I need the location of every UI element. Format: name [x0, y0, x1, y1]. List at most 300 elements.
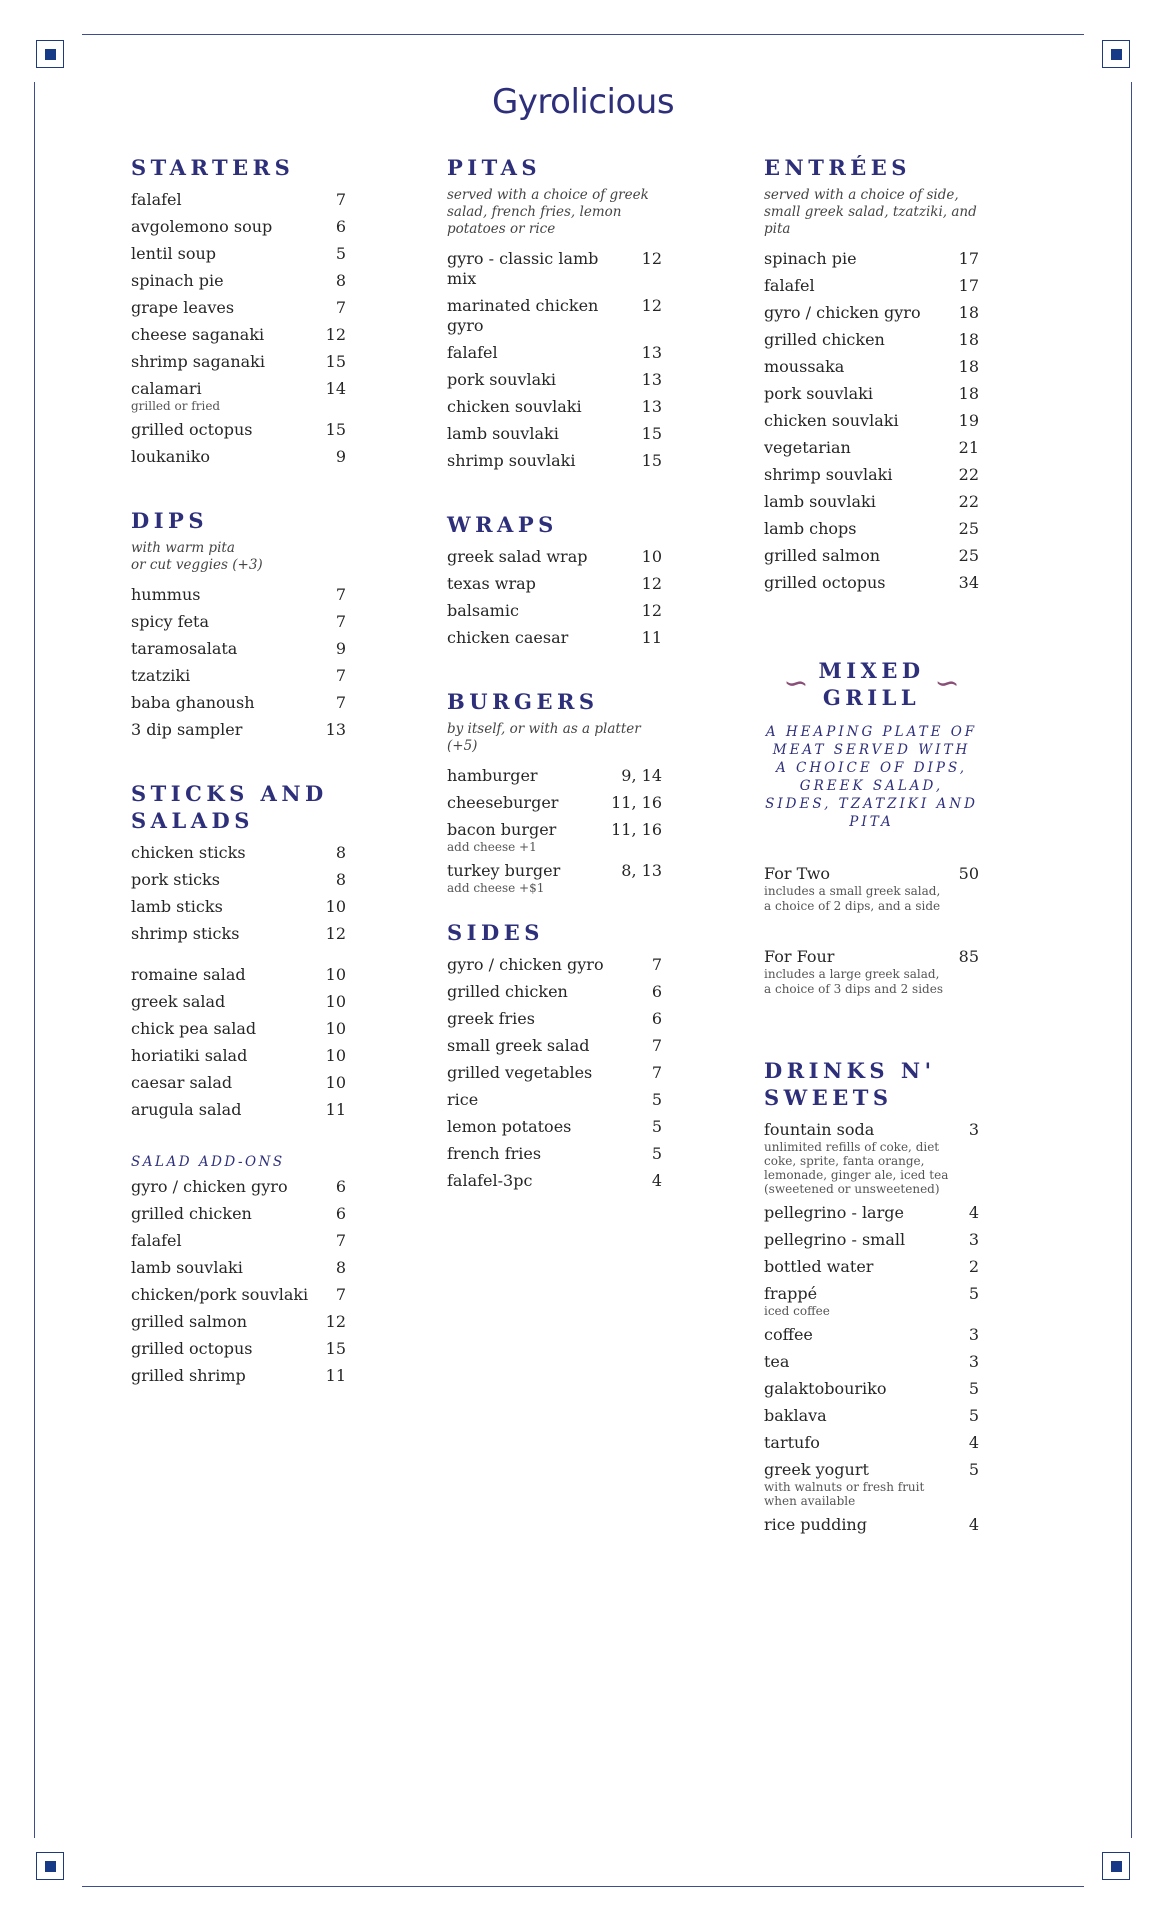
menu-item	[764, 381, 979, 408]
menu-item-price: 7	[335, 693, 346, 712]
frame-right-line	[1131, 82, 1132, 1838]
menu-item-name	[447, 1144, 652, 1164]
menu-item-label: coffee	[764, 1325, 813, 1344]
menu-item-label: lamb sticks	[131, 897, 223, 916]
menu-item	[447, 246, 662, 293]
starters-list	[131, 187, 346, 471]
menu-item-label: chick pea salad	[131, 1019, 257, 1038]
menu-item-label: pork souvlaki	[764, 384, 873, 403]
menu-item	[764, 1376, 979, 1403]
menu-item	[764, 1227, 979, 1254]
menu-item-price: 25	[958, 519, 979, 538]
menu-item-label: vegetarian	[764, 438, 851, 457]
menu-item-note: add cheese +1	[447, 840, 537, 854]
menu-item-name	[131, 693, 336, 713]
menu-item-name	[131, 379, 326, 413]
menu-item-price: 18	[958, 384, 979, 403]
menu-item	[764, 327, 979, 354]
menu-item	[764, 1349, 979, 1376]
menu-item-label: spinach pie	[131, 271, 224, 290]
menu-item-label: grilled shrimp	[131, 1366, 246, 1385]
menu-item-label: greek salad	[131, 992, 226, 1011]
menu-item	[764, 462, 979, 489]
menu-item-label: chicken sticks	[131, 843, 246, 862]
menu-item	[447, 952, 662, 979]
menu-item-price: 7	[335, 298, 346, 317]
menu-item-name	[131, 325, 326, 345]
menu-item-price: 4	[968, 1203, 979, 1222]
menu-item-name	[447, 574, 642, 594]
menu-item-price: 12	[325, 1312, 346, 1331]
menu-item	[764, 1117, 979, 1200]
menu-item	[131, 349, 346, 376]
dips-list	[131, 582, 346, 744]
menu-item-name	[131, 1312, 326, 1332]
menu-item-name	[131, 1100, 326, 1120]
menu-item	[447, 1087, 662, 1114]
menu-item-label: chicken/pork souvlaki	[131, 1285, 309, 1304]
menu-item-note: iced coffee	[764, 1304, 830, 1318]
menu-item-label: shrimp souvlaki	[764, 465, 893, 484]
menu-item-label: fountain soda	[764, 1120, 875, 1139]
menu-item	[447, 293, 662, 340]
menu-item-name	[764, 1203, 969, 1223]
menu-item-price: 6	[651, 982, 662, 1001]
menu-item-price: 85	[958, 947, 979, 966]
menu-item	[131, 867, 346, 894]
menu-item-name	[764, 546, 959, 566]
menu-item-label: bacon burger	[447, 820, 557, 839]
menu-item-price: 10	[325, 1019, 346, 1038]
menu-item	[764, 246, 979, 273]
menu-item	[764, 570, 979, 597]
entrees-note: served with a choice of side, small greek salad, tzatziki, and pita	[764, 187, 977, 237]
menu-item	[131, 609, 346, 636]
menu-item-label: lamb chops	[764, 519, 857, 538]
menu-item-name	[131, 924, 326, 944]
menu-item	[764, 1457, 979, 1512]
menu-item	[764, 944, 979, 1001]
menu-item-name	[131, 447, 336, 467]
menu-item-name	[131, 843, 336, 863]
menu-item	[131, 417, 346, 444]
menu-item	[447, 340, 662, 367]
menu-item-price: 8	[335, 1258, 346, 1277]
menu-item-name	[131, 1019, 326, 1039]
menu-item-label: calamari	[131, 379, 202, 398]
menu-item	[131, 268, 346, 295]
menu-item-name	[447, 1090, 652, 1110]
menu-item-price: 12	[641, 249, 662, 268]
menu-item-name	[447, 601, 642, 621]
menu-item-label: lamb souvlaki	[764, 492, 876, 511]
menu-item-label: frappé	[764, 1284, 818, 1303]
menu-item-price: 5	[651, 1144, 662, 1163]
menu-item-price: 4	[651, 1171, 662, 1190]
menu-item-name	[131, 870, 336, 890]
menu-item	[447, 763, 662, 790]
menu-item-label: falafel-3pc	[447, 1171, 533, 1190]
menu-item-label: falafel	[131, 190, 182, 209]
menu-item-name	[764, 438, 959, 458]
menu-item	[131, 1228, 346, 1255]
menu-item	[764, 1512, 979, 1539]
frame-bottom-line	[82, 1886, 1084, 1887]
menu-item-label: loukaniko	[131, 447, 211, 466]
menu-item-price: 7	[335, 190, 346, 209]
menu-item-name	[131, 585, 336, 605]
menu-item-price: 5	[335, 244, 346, 263]
menu-item-label: greek yogurt	[764, 1460, 869, 1479]
menu-item-label: bottled water	[764, 1257, 874, 1276]
menu-item	[447, 790, 662, 817]
menu-item-price: 25	[958, 546, 979, 565]
menu-item-price: 10	[325, 1073, 346, 1092]
menu-item-price: 8	[335, 843, 346, 862]
menu-item-price: 8, 13	[621, 861, 662, 880]
menu-item	[131, 1336, 346, 1363]
menu-item-label: grilled octopus	[131, 1339, 253, 1358]
menu-item-label: grilled salmon	[764, 546, 881, 565]
menu-item-price: 3	[968, 1352, 979, 1371]
menu-item	[131, 1255, 346, 1282]
menu-item-name	[764, 411, 959, 431]
menu-item-price: 6	[651, 1009, 662, 1028]
menu-item-label: lamb souvlaki	[447, 424, 559, 443]
menu-item-name	[131, 897, 326, 917]
menu-item-name	[131, 1073, 326, 1093]
menu-item	[131, 989, 346, 1016]
menu-item	[447, 394, 662, 421]
menu-item-price: 8	[335, 271, 346, 290]
wraps-list	[447, 544, 662, 652]
menu-item-name	[764, 1515, 969, 1535]
menu-item-name	[764, 330, 959, 350]
menu-item-name	[764, 864, 959, 914]
restaurant-name: Gyrolicious	[491, 82, 675, 122]
menu-item-name	[764, 1352, 969, 1372]
sticks-list	[131, 840, 346, 948]
menu-item-name	[447, 820, 611, 854]
menu-item-name	[131, 720, 326, 740]
entrees-list	[764, 246, 979, 597]
menu-item-price: 15	[325, 1339, 346, 1358]
menu-item-label: greek fries	[447, 1009, 535, 1028]
menu-item-name	[131, 1177, 336, 1197]
menu-item-name	[764, 492, 959, 512]
menu-item-price: 11, 16	[611, 820, 662, 839]
menu-item-label: rice pudding	[764, 1515, 867, 1534]
menu-item-price: 2	[968, 1257, 979, 1276]
menu-item-price: 7	[335, 666, 346, 685]
menu-column-2	[447, 154, 662, 1195]
menu-item-price: 5	[968, 1406, 979, 1425]
menu-item-label: pork souvlaki	[447, 370, 556, 389]
menu-item-price: 6	[335, 1177, 346, 1196]
menu-item-price: 17	[958, 249, 979, 268]
menu-item-label: galaktobouriko	[764, 1379, 887, 1398]
section-title-dips: DIPS	[131, 508, 208, 533]
menu-item-name	[447, 793, 611, 813]
menu-item	[131, 295, 346, 322]
menu-item	[447, 1114, 662, 1141]
burgers-note: by itself, or with as a platter (+5)	[447, 721, 641, 754]
menu-item-label: falafel	[131, 1231, 182, 1250]
mixed-grill-header	[764, 657, 979, 711]
salad-addons-list	[131, 1174, 346, 1390]
menu-item-price: 11	[325, 1100, 346, 1119]
menu-item-price: 12	[641, 601, 662, 620]
menu-item	[131, 582, 346, 609]
menu-item-price: 5	[651, 1090, 662, 1109]
mixed-grill-title-line2: GRILL	[822, 685, 921, 710]
section-title-starters: STARTERS	[131, 155, 295, 180]
menu-item-price: 5	[968, 1379, 979, 1398]
corner-ornament-bottom-right	[1102, 1852, 1130, 1880]
menu-item-price: 18	[958, 330, 979, 349]
menu-item-label: For Two	[764, 864, 831, 883]
menu-item-price: 14	[325, 379, 346, 398]
menu-item-label: tzatziki	[131, 666, 191, 685]
menu-item-label: lemon potatoes	[447, 1117, 572, 1136]
menu-item-price: 7	[335, 585, 346, 604]
menu-item-name	[764, 1120, 969, 1196]
drinks-sweets-list	[764, 1117, 979, 1539]
menu-item-price: 13	[325, 720, 346, 739]
menu-item-name	[447, 397, 642, 417]
menu-item-label: gyro / chicken gyro	[447, 955, 604, 974]
menu-item-label: grilled chicken	[447, 982, 568, 1001]
menu-item-label: lamb souvlaki	[131, 1258, 243, 1277]
menu-item-name	[447, 861, 621, 895]
menu-item-price: 8	[335, 870, 346, 889]
frame-top-line	[82, 34, 1084, 35]
menu-item-label: romaine salad	[131, 965, 246, 984]
menu-item-label: lentil soup	[131, 244, 217, 263]
menu-item-name	[131, 298, 336, 318]
menu-item-price: 11	[325, 1366, 346, 1385]
menu-item-price: 13	[641, 397, 662, 416]
menu-item-name	[131, 1339, 326, 1359]
section-title-entrees: ENTRÉES	[764, 155, 911, 180]
menu-column-3	[764, 154, 979, 1539]
menu-item	[447, 421, 662, 448]
menu-item-price: 9, 14	[621, 766, 662, 785]
menu-item-label: gyro / chicken gyro	[131, 1177, 288, 1196]
menu-item-name	[131, 965, 326, 985]
menu-item-name	[764, 1379, 969, 1399]
section-title-sides: SIDES	[447, 920, 544, 945]
menu-item-note: includes a small greek salad, a choice of 2 dips, and a side	[764, 884, 941, 913]
menu-item-label: turkey burger	[447, 861, 561, 880]
menu-item-label: avgolemono soup	[131, 217, 273, 236]
menu-item-name	[764, 1406, 969, 1426]
menu-item-name	[131, 217, 336, 237]
menu-item-label: For Four	[764, 947, 835, 966]
menu-item-name	[447, 1171, 652, 1191]
section-title-sticks-salads: STICKS AND SALADS	[131, 781, 328, 833]
menu-item	[764, 1254, 979, 1281]
menu-item-name	[131, 992, 326, 1012]
section-title-wraps: WRAPS	[447, 512, 558, 537]
menu-item-name	[131, 1204, 336, 1224]
menu-item-label: shrimp sticks	[131, 924, 240, 943]
menu-item	[447, 367, 662, 394]
menu-item-name	[764, 357, 959, 377]
menu-item-price: 15	[641, 451, 662, 470]
corner-ornament-top-right	[1102, 40, 1130, 68]
menu-item-label: texas wrap	[447, 574, 536, 593]
menu-item-price: 5	[968, 1284, 979, 1303]
menu-item	[764, 435, 979, 462]
menu-item-price: 3	[968, 1230, 979, 1249]
section-title-burgers: BURGERS	[447, 689, 599, 714]
menu-item	[131, 1363, 346, 1390]
menu-item-price: 10	[325, 965, 346, 984]
menu-item-name	[764, 1257, 969, 1277]
menu-item	[447, 448, 662, 475]
section-title-drinks-sweets: DRINKS N' SWEETS	[764, 1058, 936, 1110]
menu-item	[131, 663, 346, 690]
menu-item	[764, 516, 979, 543]
menu-item	[447, 571, 662, 598]
menu-item-label: caesar salad	[131, 1073, 233, 1092]
menu-item	[764, 1430, 979, 1457]
menu-item-name	[131, 639, 336, 659]
menu-item-label: grilled vegetables	[447, 1063, 593, 1082]
menu-item-price: 15	[641, 424, 662, 443]
menu-item	[764, 1403, 979, 1430]
menu-item-label: gyro - classic lamb mix	[447, 249, 599, 288]
frame-left-line	[34, 82, 35, 1838]
menu-item	[764, 1322, 979, 1349]
menu-item-price: 22	[958, 492, 979, 511]
menu-item-price: 13	[641, 370, 662, 389]
menu-item-name	[131, 420, 326, 440]
menu-item-price: 10	[641, 547, 662, 566]
menu-item-name	[764, 249, 959, 269]
menu-item-label: grilled chicken	[131, 1204, 252, 1223]
menu-item-name	[447, 1009, 652, 1029]
menu-item-price: 7	[335, 612, 346, 631]
menu-item-price: 18	[958, 357, 979, 376]
menu-item-price: 10	[325, 897, 346, 916]
corner-ornament-top-left	[36, 40, 64, 68]
section-title-mixed-grill	[818, 657, 924, 711]
menu-item-price: 21	[958, 438, 979, 457]
menu-item-price: 7	[335, 1231, 346, 1250]
menu-item	[131, 962, 346, 989]
menu-item-price: 10	[325, 1046, 346, 1065]
menu-item-label: spinach pie	[764, 249, 857, 268]
menu-item-name	[447, 370, 642, 390]
menu-item-label: grilled octopus	[764, 573, 886, 592]
menu-item-price: 12	[325, 924, 346, 943]
menu-item-price: 6	[335, 217, 346, 236]
menu-item	[131, 1070, 346, 1097]
menu-item-label: cheese saganaki	[131, 325, 265, 344]
menu-item-label: hamburger	[447, 766, 538, 785]
menu-item-price: 3	[968, 1120, 979, 1139]
menu-item-name	[447, 766, 621, 786]
menu-item-name	[447, 424, 642, 444]
menu-item-name	[447, 296, 642, 336]
menu-item-label: grilled salmon	[131, 1312, 248, 1331]
menu-item-price: 7	[651, 1063, 662, 1082]
menu-item-note: unlimited refills of coke, diet coke, sprite, fanta orange, lemonade, ginger ale, iced tea (sweetened or unsweetened)	[764, 1140, 949, 1196]
dips-note: with warm pita or cut veggies (+3)	[131, 540, 263, 573]
menu-item-label: tartufo	[764, 1433, 820, 1452]
menu-item	[764, 1200, 979, 1227]
menu-item	[447, 979, 662, 1006]
menu-item	[764, 1281, 979, 1322]
menu-item	[447, 1006, 662, 1033]
menu-item-name	[131, 190, 336, 210]
menu-item-name	[447, 1063, 652, 1083]
menu-column-1	[131, 154, 346, 1390]
menu-item-name	[764, 1460, 969, 1508]
menu-item-label: falafel	[764, 276, 815, 295]
menu-item	[447, 598, 662, 625]
section-title-pitas: PITAS	[447, 155, 542, 180]
menu-item-price: 4	[968, 1433, 979, 1452]
menu-item-name	[764, 303, 959, 323]
menu-item	[447, 858, 662, 899]
sides-list	[447, 952, 662, 1195]
menu-item-label: taramosalata	[131, 639, 238, 658]
menu-item-price: 9	[335, 447, 346, 466]
menu-item	[764, 408, 979, 435]
menu-item-price: 6	[335, 1204, 346, 1223]
menu-item	[131, 1174, 346, 1201]
menu-item-name	[447, 249, 642, 289]
menu-item-name	[447, 343, 642, 363]
salads-list	[131, 962, 346, 1124]
menu-item-price: 7	[335, 1285, 346, 1304]
menu-item-name	[131, 1285, 336, 1305]
menu-item-name	[764, 947, 959, 997]
burgers-list	[447, 763, 662, 899]
pitas-list	[447, 246, 662, 475]
menu-item-name	[131, 352, 326, 372]
menu-item	[131, 214, 346, 241]
menu-item-price: 10	[325, 992, 346, 1011]
menu-item-price: 12	[641, 296, 662, 315]
menu-item	[131, 1309, 346, 1336]
menu-item-price: 13	[641, 343, 662, 362]
menu-item-label: marinated chicken gyro	[447, 296, 599, 335]
menu-item-name	[131, 1366, 326, 1386]
menu-item-price: 5	[651, 1117, 662, 1136]
menu-item-label: chicken souvlaki	[764, 411, 899, 430]
menu-item	[447, 1168, 662, 1195]
menu-item	[764, 489, 979, 516]
menu-item	[131, 1016, 346, 1043]
menu-item-name	[764, 1325, 969, 1345]
menu-item-note: with walnuts or fresh fruit when available	[764, 1480, 925, 1508]
menu-item	[764, 861, 979, 918]
menu-item-name	[447, 955, 652, 975]
menu-item-label: grape leaves	[131, 298, 235, 317]
menu-item-label: tea	[764, 1352, 790, 1371]
menu-item	[764, 354, 979, 381]
menu-item-price: 3	[968, 1325, 979, 1344]
menu-item-label: pork sticks	[131, 870, 220, 889]
menu-item-note: add cheese +$1	[447, 881, 545, 895]
mixed-grill-description: A HEAPING PLATE OF MEAT SERVED WITH A CHOICE OF DIPS, GREEK SALAD, SIDES, TZATZIKI AND PITA	[765, 724, 978, 830]
menu-item-label: chicken souvlaki	[447, 397, 582, 416]
menu-item-price: 50	[958, 864, 979, 883]
